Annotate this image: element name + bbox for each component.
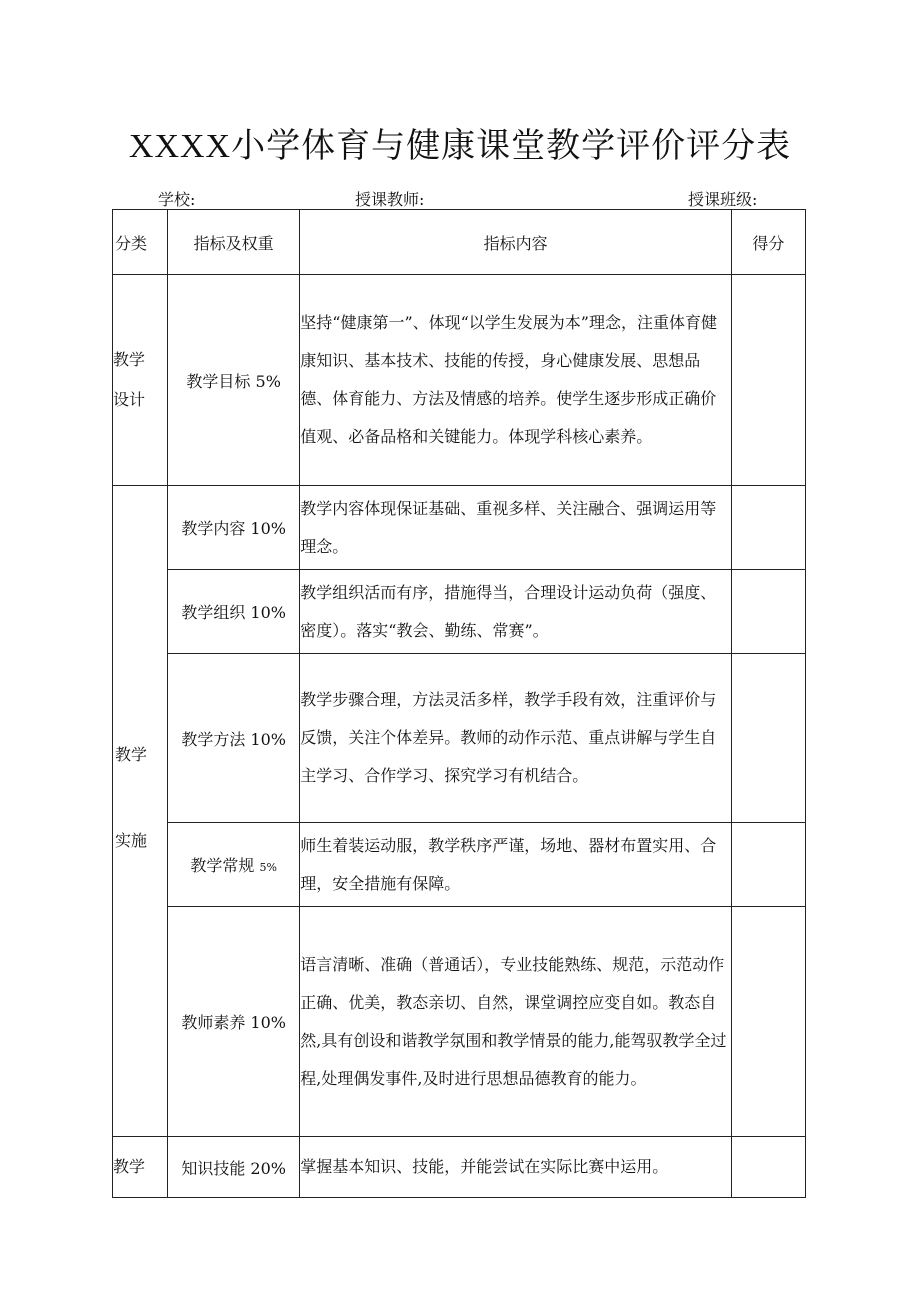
score-cell[interactable] [731, 486, 805, 570]
category-design-line1: 教学 [113, 350, 146, 369]
class-label: 授课班级: [688, 190, 758, 209]
score-cell[interactable] [731, 1137, 805, 1198]
category-design-line2: 设计 [113, 390, 146, 409]
content-cell: 教学组织活而有序，措施得当，合理设计运动负荷（强度、密度）。落实“教会、勤练、常赛”。 [300, 570, 732, 654]
category-implement-line2: 实施 [115, 831, 148, 850]
score-cell[interactable] [731, 907, 805, 1137]
score-cell[interactable] [731, 275, 805, 486]
category-implement [113, 486, 168, 1137]
content-cell: 坚持“健康第一”、体现“以学生发展为本”理念，注重体育健康知识、基本技术、技能的传授，身心健康发展、思想品德、体育能力、方法及情感的培养。使学生逐步形成正确价值观、必备品格和关键能力。体现学科核心素养。 [300, 275, 732, 486]
header-content: 指标内容 [300, 210, 732, 275]
indicator-main: 教学常规 [190, 856, 255, 875]
content-cell: 语言清晰、准确（普通话），专业技能熟练、规范，示范动作正确、优美，教态亲切、自然，课堂调控应变自如。教态自然,具有创设和谐教学氛围和教学情景的能力,能驾驭教学全过程,处理偶发事件,及时进行思想品德教育的能力。 [300, 907, 732, 1137]
indicator-cell: 知识技能 20% [168, 1137, 300, 1198]
indicator-cell: 教学组织 10% [168, 570, 300, 654]
category-design [113, 275, 168, 486]
page-title: XXXX小学体育与健康课堂教学评价评分表 [128, 128, 792, 165]
header-score: 得分 [731, 210, 805, 275]
content-cell: 掌握基本知识、技能，并能尝试在实际比赛中运用。 [300, 1137, 732, 1198]
indicator-cell: 教学目标 5% [168, 275, 300, 486]
score-cell[interactable] [731, 570, 805, 654]
indicator-cell: 教学方法 10% [168, 654, 300, 823]
score-cell[interactable] [731, 654, 805, 823]
content-cell: 教学内容体现保证基础、重视多样、关注融合、强调运用等理念。 [300, 486, 732, 570]
teacher-label: 授课教师: [355, 190, 425, 209]
table-row [113, 570, 806, 654]
table-header-row [113, 210, 806, 275]
table-row [113, 654, 806, 823]
table-row [113, 275, 806, 486]
indicator-cell [168, 823, 300, 907]
category-effect: 教学 [113, 1137, 168, 1198]
category-implement-line1: 教学 [115, 745, 148, 764]
indicator-percent: 5% [259, 861, 277, 874]
table-row [113, 1137, 806, 1198]
indicator-cell: 教师素养 10% [168, 907, 300, 1137]
header-indicator: 指标及权重 [168, 210, 300, 275]
table-row [113, 486, 806, 570]
table-row [113, 907, 806, 1137]
indicator-cell: 教学内容 10% [168, 486, 300, 570]
evaluation-table [112, 209, 806, 1198]
school-label: 学校: [158, 190, 196, 209]
table-row [113, 823, 806, 907]
header-category: 分类 [113, 210, 168, 275]
content-cell: 师生着装运动服，教学秩序严谨，场地、器材布置实用、合理，安全措施有保障。 [300, 823, 732, 907]
content-cell: 教学步骤合理，方法灵活多样，教学手段有效，注重评价与反馈，关注个体差异。教师的动作示范、重点讲解与学生自主学习、合作学习、探究学习有机结合。 [300, 654, 732, 823]
score-cell[interactable] [731, 823, 805, 907]
